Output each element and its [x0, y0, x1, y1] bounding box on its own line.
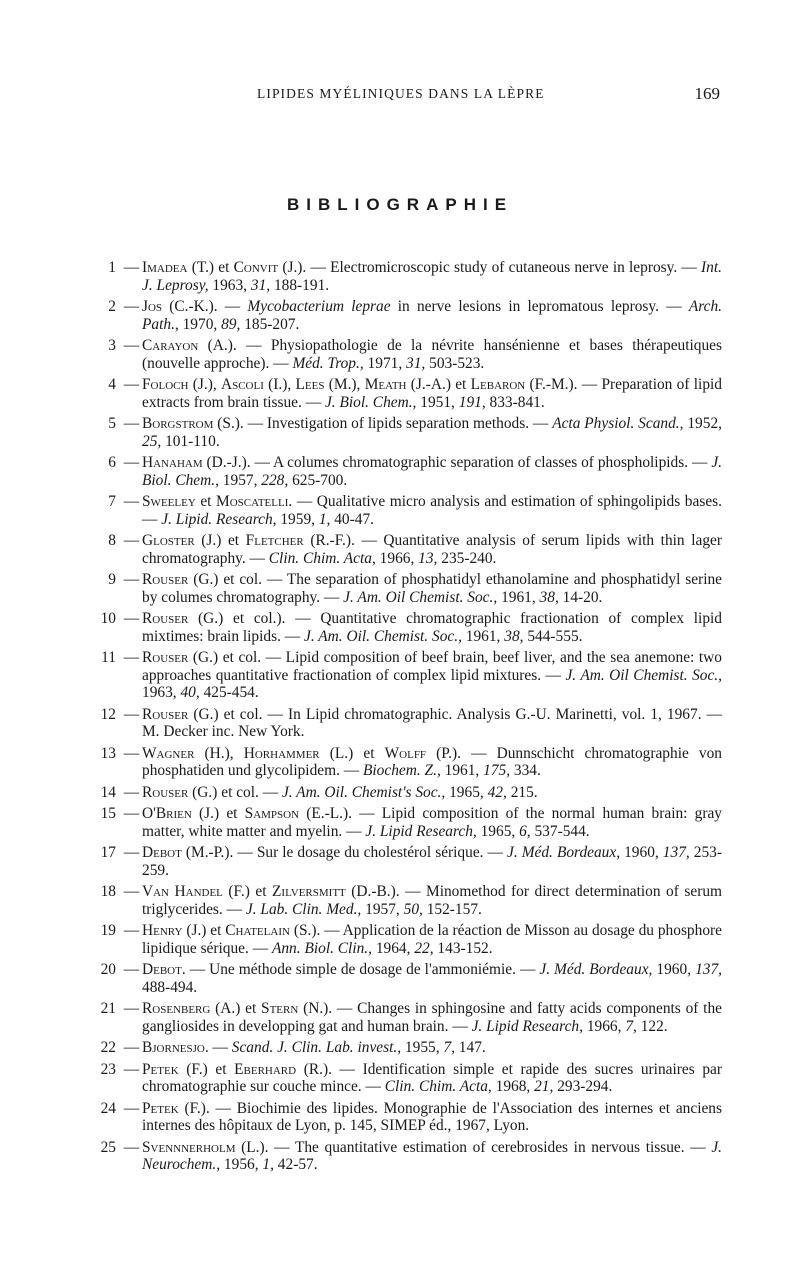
- citation-text: 833-841.: [485, 393, 545, 411]
- citation-text: 1955,: [401, 1039, 444, 1056]
- reference-text: [142, 805, 722, 840]
- citation-text: (A.). — Physiopathologie de la névrite hansénienne et bases thérapeutiques (nouvelle approche). —: [142, 337, 722, 372]
- reference-number: 10: [100, 610, 116, 627]
- citation-text: (P.). — Dunnschicht chromatographie von phosphatiden und glycolipidem. —: [142, 744, 723, 779]
- citation-italic: Clin. Chim. Acta,: [384, 1078, 492, 1095]
- author-name: Debot: [142, 844, 182, 861]
- reference-dash: —: [123, 1000, 140, 1017]
- citation-text: (C.-K.). —: [162, 298, 248, 315]
- citation-text: 1965,: [445, 783, 488, 801]
- author-name: Horhammer: [243, 744, 320, 762]
- reference-text: [142, 1039, 722, 1057]
- reference-number: 15: [100, 805, 116, 822]
- reference-dash: —: [123, 415, 140, 432]
- author-name: Imadea: [142, 259, 188, 276]
- author-name: Sampson: [244, 805, 300, 822]
- citation-text: 1960,: [652, 961, 696, 978]
- citation-text: 147.: [454, 1039, 486, 1056]
- citation-italic: J. Biol. Chem.,: [142, 454, 722, 489]
- citation-text: 14-20.: [558, 588, 603, 606]
- reference-entry: [84, 610, 722, 645]
- author-name: Convit: [233, 259, 279, 276]
- reference-number: 13: [100, 744, 116, 762]
- citation-text: in nerve lesions in lepromatous leprosy. —: [390, 298, 689, 315]
- citation-italic: Mycobacterium leprae: [247, 298, 391, 315]
- citation-text: (N.). — Changes in sphingosine and fatty acids components of the gangliosides in developping gat and human brain. —: [142, 1000, 722, 1035]
- reference-dash: —: [123, 883, 140, 900]
- citation-italic: 42,: [487, 783, 507, 801]
- reference-dash: —: [123, 744, 140, 762]
- reference-number: 24: [100, 1099, 116, 1117]
- citation-text: (A.) et: [210, 1000, 262, 1017]
- citation-italic: 31,: [406, 354, 426, 372]
- citation-text: 1956,: [220, 1156, 263, 1173]
- citation-text: (M.),: [324, 376, 365, 393]
- citation-italic: Clin. Chim. Acta,: [268, 549, 376, 567]
- citation-text: 122.: [636, 1017, 668, 1035]
- citation-text: 1961,: [440, 762, 484, 779]
- author-name: Borgstrom: [142, 415, 214, 432]
- citation-italic: 40,: [180, 684, 200, 701]
- author-name: Rosenberg: [142, 1000, 211, 1017]
- author-name: Henry: [142, 922, 183, 939]
- author-name: Rouser: [142, 571, 189, 588]
- citation-italic: 175,: [483, 762, 511, 779]
- author-name: Ascoli: [220, 376, 264, 393]
- reference-dash: —: [123, 259, 140, 276]
- reference-number: 19: [100, 922, 116, 939]
- author-name: Bjornesjo: [142, 1039, 205, 1056]
- reference-entry: [84, 1000, 722, 1035]
- reference-text: [142, 610, 722, 645]
- author-name: Petek: [142, 1099, 179, 1117]
- reference-entry: [84, 922, 722, 957]
- citation-italic: 137,: [662, 844, 690, 861]
- citation-text: 1957,: [361, 900, 404, 918]
- reference-text: [142, 844, 722, 879]
- reference-entry: [84, 571, 722, 606]
- citation-text: (H.),: [194, 744, 244, 762]
- reference-entry: [84, 1039, 722, 1057]
- citation-text: 152-157.: [422, 900, 482, 918]
- citation-text: 625-700.: [288, 471, 348, 489]
- author-name: Hanaham: [142, 454, 203, 471]
- reference-dash: —: [123, 610, 140, 627]
- citation-text: 1965,: [476, 822, 520, 840]
- citation-italic: J. Neurochem.,: [142, 1138, 722, 1173]
- citation-text: 1959,: [276, 510, 319, 528]
- reference-text: [142, 961, 722, 996]
- citation-text: 1971,: [363, 354, 407, 372]
- citation-text: 488-494.: [142, 978, 198, 996]
- citation-text: 40-47.: [330, 510, 374, 528]
- reference-text: [142, 922, 722, 957]
- citation-text: 101-110.: [161, 432, 220, 450]
- citation-italic: Int. J. Leprosy,: [142, 259, 722, 294]
- reference-dash: —: [123, 454, 140, 471]
- citation-italic: 137,: [695, 961, 722, 978]
- citation-italic: 50,: [403, 900, 423, 918]
- reference-entry: [84, 1061, 722, 1096]
- reference-text: [142, 1000, 722, 1035]
- citation-text: (J.),: [188, 376, 221, 393]
- citation-text: (J.). — Electromicroscopic study of cutaneous nerve in leprosy. —: [278, 259, 702, 276]
- citation-text: 1968,: [491, 1078, 535, 1095]
- reference-number: 25: [100, 1138, 116, 1156]
- author-name: Lebaron: [470, 376, 526, 393]
- citation-italic: 31,: [250, 276, 271, 294]
- citation-text: 1957,: [218, 471, 262, 489]
- citation-text: 425-454.: [199, 684, 259, 701]
- citation-text: 1970,: [178, 315, 222, 333]
- running-title: LIPIDES MYÉLINIQUES DANS LA LÈPRE: [257, 86, 545, 101]
- citation-text: (I.),: [263, 376, 296, 393]
- citation-text: (R.). — Identification simple et rapide des sucres urinaires par chromatographie sur couche mince. —: [142, 1060, 722, 1095]
- citation-text: (G.) et col.). — Quantitative chromatographic fractionation of complex lipid mixtimes: brain lipids. —: [142, 610, 722, 645]
- citation-italic: 13,: [418, 549, 438, 567]
- reference-number: 11: [101, 649, 116, 666]
- citation-italic: 228,: [261, 471, 289, 489]
- citation-text: 253-259.: [142, 844, 722, 879]
- citation-italic: 6,: [519, 822, 531, 840]
- citation-italic: J. Am. Oil Chemist. Soc.,: [565, 666, 722, 684]
- reference-text: [142, 706, 722, 741]
- reference-number: 12: [100, 705, 116, 723]
- citation-text: (F.) et: [222, 883, 272, 900]
- reference-dash: —: [123, 783, 140, 801]
- reference-dash: —: [123, 649, 140, 666]
- reference-number: 22: [100, 1039, 116, 1056]
- author-name: Wagner: [142, 744, 195, 762]
- reference-text: [142, 745, 722, 780]
- reference-entry: [84, 1100, 722, 1135]
- citation-text: . — Une méthode simple de dosage de l'ammoniémie. —: [181, 961, 540, 978]
- citation-text: 503-523.: [425, 354, 485, 372]
- citation-italic: J. Lipid Research,: [365, 822, 477, 840]
- citation-text: . — Qualitative micro analysis and estimation of sphingolipids bases. —: [142, 493, 722, 528]
- reference-text: [142, 415, 722, 450]
- author-name: Eberhard: [234, 1060, 297, 1078]
- reference-text: [142, 376, 722, 411]
- reference-number: 9: [108, 571, 116, 588]
- citation-text: . —: [204, 1039, 232, 1056]
- reference-text: [142, 1100, 722, 1135]
- citation-italic: 38,: [539, 588, 559, 606]
- citation-italic: J. Lipid Research,: [471, 1017, 583, 1035]
- reference-entry: [84, 493, 722, 528]
- citation-text: 1961,: [497, 588, 540, 606]
- reference-text: [142, 532, 722, 567]
- citation-italic: Ann. Biol. Clin.,: [271, 939, 372, 957]
- reference-number: 7: [108, 493, 116, 510]
- citation-text: (D.-B.). — Minomethod for direct determination of serum triglycerides. —: [142, 883, 722, 918]
- reference-text: [142, 1139, 722, 1174]
- citation-text: 293-294.: [553, 1078, 613, 1095]
- reference-entry: [84, 745, 722, 780]
- reference-text: [142, 298, 722, 333]
- citation-text: 1963,: [208, 276, 251, 294]
- citation-text: 544-555.: [523, 627, 583, 645]
- citation-text: (M.-P.). — Sur le dosage du cholestérol sérique. —: [181, 844, 507, 861]
- citation-italic: Scand. J. Clin. Lab. invest.,: [231, 1039, 402, 1056]
- reference-text: [142, 571, 722, 606]
- reference-dash: —: [123, 298, 140, 315]
- reference-number: 2: [108, 298, 116, 315]
- citation-text: 1961,: [461, 627, 505, 645]
- reference-entry: [84, 376, 722, 411]
- author-name: Gloster: [142, 532, 195, 549]
- reference-entry: [84, 415, 722, 450]
- reference-number: 3: [108, 337, 116, 354]
- author-name: Foloch: [142, 376, 189, 393]
- reference-number: 21: [100, 1000, 116, 1017]
- author-name: Carayon: [142, 337, 199, 354]
- citation-italic: 1,: [318, 510, 331, 528]
- author-name: Wolff: [384, 744, 427, 762]
- citation-text: (F.). — Biochimie des lipides. Monographie de l'Association des internes et anciens internes des hôpitaux de Lyon, p. 145, SIMEP éd., 1967, Lyon.: [142, 1099, 722, 1134]
- citation-text: (J.) et: [182, 922, 226, 939]
- reference-dash: —: [123, 705, 140, 723]
- reference-entry: [84, 649, 722, 702]
- citation-italic: Biochem. Z.,: [363, 762, 441, 779]
- author-name: Svennnerholm: [142, 1138, 236, 1156]
- reference-text: [142, 1061, 722, 1096]
- citation-text: (J.) et: [191, 805, 245, 822]
- reference-number: 14: [100, 783, 116, 801]
- reference-text: [142, 784, 722, 802]
- citation-italic: 89,: [221, 315, 241, 333]
- author-name: Zilversmitt: [272, 883, 346, 900]
- author-name: Debot: [142, 961, 182, 978]
- citation-italic: J. Biol. Chem.,: [324, 393, 417, 411]
- citation-text: (G.) et col. — In Lipid chromatographic. Analysis G.-U. Marinetti, vol. 1, 1967. — M. Decker inc. New York.: [142, 705, 722, 740]
- citation-text: (F.) et: [178, 1060, 235, 1078]
- citation-italic: Arch. Path.,: [142, 298, 723, 333]
- citation-text: (D.-J.). — A columes chromatographic separation of classes of phospholipids. —: [202, 454, 712, 471]
- citation-text: (L.). — The quantitative estimation of cerebrosides in nervous tissue. —: [235, 1138, 712, 1156]
- reference-number: 18: [100, 883, 116, 900]
- reference-entry: [84, 961, 722, 996]
- reference-dash: —: [123, 571, 140, 588]
- citation-text: 188-191.: [270, 276, 330, 294]
- citation-italic: Acta Physiol. Scand.,: [552, 415, 684, 432]
- citation-text: (G.) et col. — Lipid composition of beef brain, beef liver, and the sea anemone: two approaches quantitative fractionation of complex lipid mixtures. —: [142, 649, 722, 684]
- section-title: BIBLIOGRAPHIE: [286, 195, 514, 214]
- citation-text: 1951,: [416, 393, 459, 411]
- citation-text: 185-207.: [240, 315, 300, 333]
- citation-text: (S.). — Application de la réaction de Misson au dosage du phosphore lipidique sérique. —: [142, 922, 722, 957]
- citation-italic: 38,: [504, 627, 524, 645]
- author-name: Petek: [142, 1060, 179, 1078]
- reference-dash: —: [123, 805, 140, 822]
- reference-entry: [84, 706, 722, 741]
- bibliography-list: [84, 259, 722, 1178]
- reference-number: 1: [108, 259, 116, 276]
- reference-text: [142, 454, 722, 489]
- reference-number: 8: [108, 532, 116, 549]
- reference-entry: [84, 337, 722, 372]
- reference-text: [142, 883, 722, 918]
- author-name: O'Brien: [142, 805, 192, 822]
- citation-text: 1960,: [620, 844, 663, 861]
- reference-number: 20: [100, 961, 116, 978]
- reference-entry: [84, 784, 722, 802]
- citation-italic: J. Méd. Bordeaux,: [506, 844, 621, 861]
- reference-entry: [84, 454, 722, 489]
- page-number: 169: [694, 84, 720, 103]
- citation-italic: J. Am. Oil. Chemist's Soc.,: [281, 783, 446, 801]
- reference-entry: [84, 883, 722, 918]
- author-name: Van Handel: [142, 883, 223, 900]
- citation-text: (J.-A.) et: [406, 376, 471, 393]
- citation-text: 1966,: [582, 1017, 626, 1035]
- reference-number: 17: [100, 844, 116, 861]
- reference-entry: [84, 1139, 722, 1174]
- citation-italic: 25,: [142, 432, 162, 450]
- citation-italic: 22,: [414, 939, 434, 957]
- citation-italic: Méd. Trop.,: [292, 354, 364, 372]
- reference-number: 4: [108, 376, 116, 393]
- citation-italic: J. Am. Oil Chemist. Soc.,: [343, 588, 498, 606]
- citation-text: (F.-M.). — Preparation of lipid extracts from brain tissue. —: [142, 376, 722, 411]
- citation-text: (G.) et col. —: [188, 783, 282, 801]
- author-name: Rouser: [142, 705, 189, 723]
- citation-italic: 7,: [443, 1039, 455, 1056]
- citation-text: 235-240.: [437, 549, 497, 567]
- citation-text: 334.: [510, 762, 541, 779]
- citation-text: (E.-L.). — Lipid composition of the normal human brain: gray matter, white matter and myelin. —: [142, 805, 722, 840]
- author-name: Rouser: [142, 783, 189, 801]
- reference-number: 6: [108, 454, 116, 471]
- citation-text: 42-57.: [273, 1156, 318, 1173]
- reference-text: [142, 649, 722, 702]
- reference-dash: —: [123, 1039, 140, 1056]
- citation-text: (G.) et col. — The separation of phosphatidyl ethanolamine and phosphatidyl serine by columes chromatography. —: [142, 571, 722, 606]
- reference-entry: [84, 259, 722, 294]
- reference-dash: —: [123, 844, 140, 861]
- reference-dash: —: [123, 922, 140, 939]
- reference-dash: —: [123, 532, 140, 549]
- citation-text: (R.-F.). — Quantitative analysis of serum lipids with thin lager chromatography. —: [142, 532, 722, 567]
- citation-text: 215.: [506, 783, 538, 801]
- reference-number: 23: [100, 1060, 116, 1078]
- author-name: Stern: [261, 1000, 299, 1017]
- citation-text: (S.). — Investigation of lipids separation methods. —: [213, 415, 553, 432]
- citation-text: (T.) et: [187, 259, 234, 276]
- citation-text: (L.) et: [319, 744, 385, 762]
- author-name: Sweeley: [142, 493, 196, 510]
- reference-text: [142, 259, 722, 294]
- author-name: Moscatelli: [216, 493, 289, 510]
- citation-italic: 1,: [262, 1156, 274, 1173]
- author-name: Rouser: [142, 649, 189, 666]
- reference-dash: —: [123, 493, 140, 510]
- author-name: Chatelain: [225, 922, 290, 939]
- reference-entry: [84, 532, 722, 567]
- reference-dash: —: [123, 1099, 140, 1117]
- citation-text: (J.) et: [194, 532, 246, 549]
- reference-dash: —: [123, 961, 140, 978]
- citation-italic: 7,: [625, 1017, 637, 1035]
- citation-italic: J. Méd. Bordeaux,: [539, 961, 653, 978]
- citation-italic: J. Am. Oil. Chemist. Soc.,: [304, 627, 462, 645]
- citation-italic: J. Lab. Clin. Med.,: [245, 900, 362, 918]
- reference-dash: —: [123, 337, 140, 354]
- author-name: Rouser: [142, 610, 189, 627]
- citation-text: et: [195, 493, 217, 510]
- reference-dash: —: [123, 1138, 140, 1156]
- author-name: Meath: [364, 376, 407, 393]
- reference-dash: —: [123, 1060, 140, 1078]
- citation-text: 143-152.: [433, 939, 493, 957]
- reference-number: 5: [108, 415, 116, 432]
- reference-entry: [84, 298, 722, 333]
- citation-text: 1964,: [372, 939, 415, 957]
- reference-text: [142, 493, 722, 528]
- citation-text: 537-544.: [530, 822, 590, 840]
- citation-italic: J. Lipid. Research,: [161, 510, 277, 528]
- author-name: Jos: [142, 298, 163, 315]
- citation-text: 1952,: [683, 415, 722, 432]
- reference-entry: [84, 805, 722, 840]
- reference-text: [142, 337, 722, 372]
- reference-dash: —: [123, 376, 140, 393]
- author-name: Fletcher: [245, 532, 304, 549]
- citation-italic: 21,: [534, 1078, 554, 1095]
- citation-text: 1966,: [375, 549, 419, 567]
- citation-text: 1963,: [142, 684, 181, 701]
- author-name: Lees: [295, 376, 325, 393]
- citation-italic: 191,: [458, 393, 486, 411]
- reference-entry: [84, 844, 722, 879]
